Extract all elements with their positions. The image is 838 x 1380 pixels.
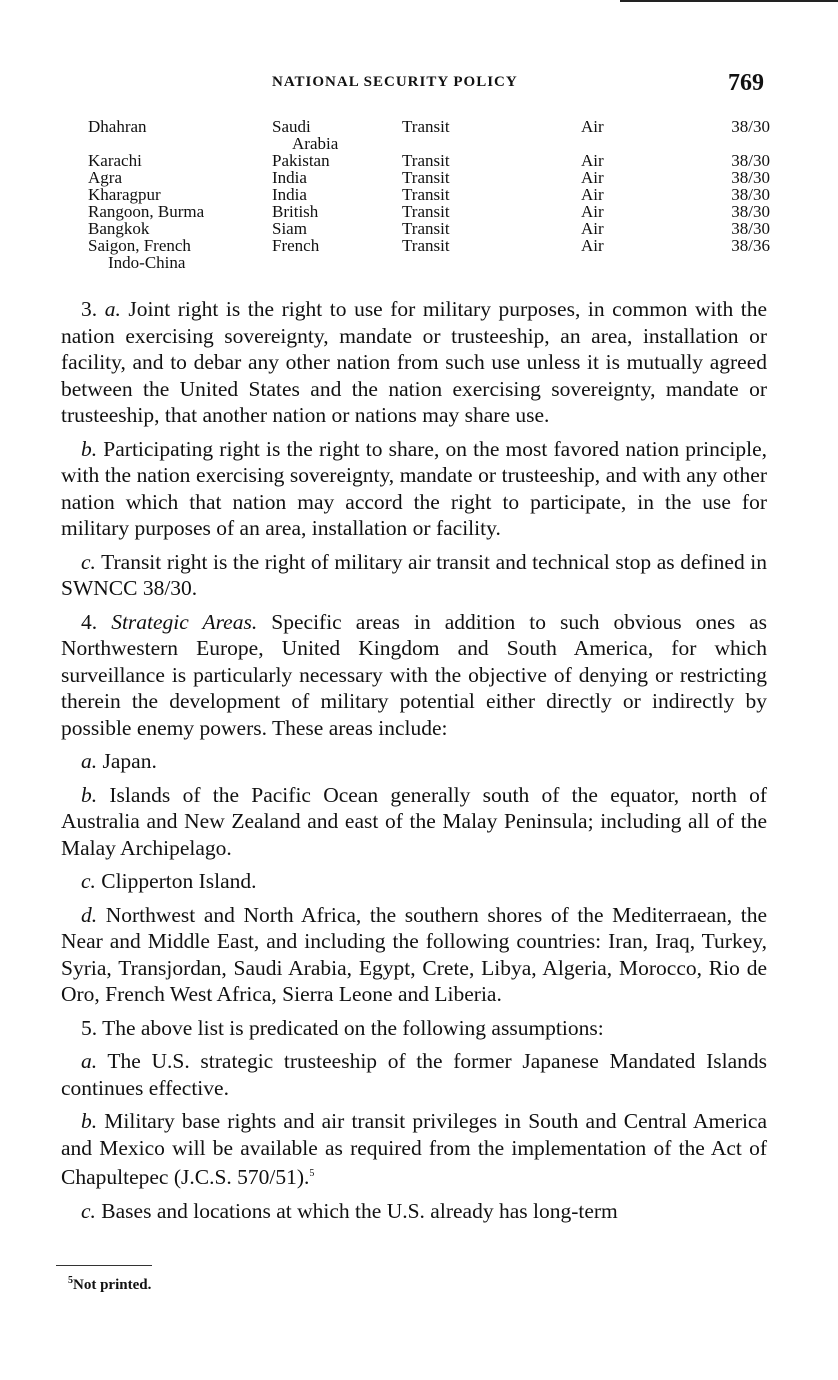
table-cell-ref: 38/30	[731, 168, 770, 187]
table-cell-ref: 38/30	[731, 219, 770, 238]
paragraph-5b: b. Military base rights and air transit privileges in South and Central America and Mexico will be available as required from the implementation of the Act of Chapultepec (J.C.S. 570/51).$^5$	[61, 1109, 768, 1190]
footnote-rule	[56, 1265, 152, 1266]
table-cell-ref: 38/36	[731, 236, 770, 255]
paragraph-3c: c. Transit right is the right of military air transit and technical stop as defined in SWNCC 38/30.	[61, 549, 767, 600]
paragraph-4: 4. Strategic Areas. Specific areas in addition to such obvious ones as Northwestern Europe, United Kingdom and South America, for which surveillance is particularly necessary with the objective of denying or restricting therein the development of military potential either directly or indirectly by possible enemy powers. These areas include:	[61, 609, 768, 740]
body-text	[61, 296, 767, 1231]
table-cell-country: India	[272, 185, 307, 204]
table-cell-type: Air	[581, 219, 604, 238]
page-number: 769	[728, 70, 764, 96]
table-cell-type: Air	[581, 236, 604, 255]
table-cell-right: Transit	[402, 151, 450, 170]
table-cell-type: Air	[581, 185, 604, 204]
table-cell-right: Transit	[402, 219, 450, 238]
paragraph-3b: b. Participating right is the right to share, on the most favored nation principle, with the nation exercising sovereignty, mandate or trusteeship, and with any other nation which that nation may accord the right to participate, in the use for military purposes of an area, installation or facility.	[61, 436, 768, 540]
table-cell-right: Transit	[402, 236, 450, 255]
transit-rights-table	[88, 118, 778, 271]
table-cell-country: Saudi Arabia	[272, 117, 339, 153]
paragraph-4c: c. Clipperton Island.	[81, 869, 257, 893]
table-row	[88, 203, 778, 220]
table-cell-right: Transit	[402, 202, 450, 221]
table-row	[88, 118, 778, 152]
table-cell-type: Air	[581, 202, 604, 221]
table-cell-ref: 38/30	[731, 151, 770, 170]
table-row	[88, 186, 778, 203]
table-cell-ref: 38/30	[731, 185, 770, 204]
table-cell-place: Saigon, French Indo-China	[88, 236, 191, 272]
paragraph-5a: a. The U.S. strategic trusteeship of the former Japanese Mandated Islands continues effective.	[61, 1049, 767, 1100]
table-cell-place: Agra	[88, 168, 122, 187]
table-cell-country: French	[272, 236, 320, 255]
table-cell-country: British	[272, 202, 319, 221]
paragraph-3a: 3. a. Joint right is the right to use for military purposes, in common with the nation exercising sovereignty, mandate or trusteeship, an area, installation or facility, and to debar any other nation from such use unless it is mutually agreed between the United States and the nation exercising sovereignty, mandate or trusteeship, that another nation or nations may share use.	[61, 297, 768, 427]
table-row	[88, 152, 778, 169]
top-edge-rule	[620, 0, 838, 2]
footnote: $^5$Not printed.	[68, 1275, 152, 1293]
table-cell-type: Air	[581, 117, 604, 136]
table-cell-country: Pakistan	[272, 151, 330, 170]
table-cell-place: Karachi	[88, 151, 142, 170]
table-cell-place: Dhahran	[88, 117, 147, 136]
table-cell-right: Transit	[402, 117, 450, 136]
running-head: NATIONAL SECURITY POLICY	[272, 74, 518, 90]
footnote-reference: 5	[309, 1168, 315, 1179]
table-cell-place: Bangkok	[88, 219, 150, 238]
paragraph-5: 5. The above list is predicated on the following assumptions:	[81, 1015, 604, 1040]
table-cell-place: Kharagpur	[88, 185, 161, 204]
table-cell-place: Rangoon, Burma	[88, 202, 205, 221]
paragraph-4b: b. Islands of the Pacific Ocean generally south of the equator, north of Australia and New Zealand and east of the Malay Peninsula; including all of the Malay Archipelago.	[61, 782, 767, 860]
table-row	[88, 169, 778, 186]
table-cell-right: Transit	[402, 168, 450, 187]
paragraph-5c: c. Bases and locations at which the U.S. already has long-term	[81, 1198, 618, 1223]
table-cell-country: India	[272, 168, 307, 187]
paragraph-4a: a. Japan.	[81, 749, 157, 773]
table-cell-country: Siam	[272, 219, 307, 238]
table-cell-type: Air	[581, 151, 604, 170]
paragraph-4d: d. Northwest and North Africa, the southern shores of the Mediterraean, the Near and Middle East, and including the following countries: Iran, Iraq, Turkey, Syria, Transjordan, Saudi Arabia, Egypt, Crete, Libya, Algeria, Morocco, Rio de Oro, French West Africa, Sierra Leone and Liberia.	[61, 902, 767, 1006]
table-row	[88, 220, 778, 237]
table-cell-right: Transit	[402, 185, 450, 204]
table-cell-type: Air	[581, 168, 604, 187]
table-cell-ref: 38/30	[731, 117, 770, 136]
table-cell-ref: 38/30	[731, 202, 770, 221]
table-row	[88, 237, 778, 271]
